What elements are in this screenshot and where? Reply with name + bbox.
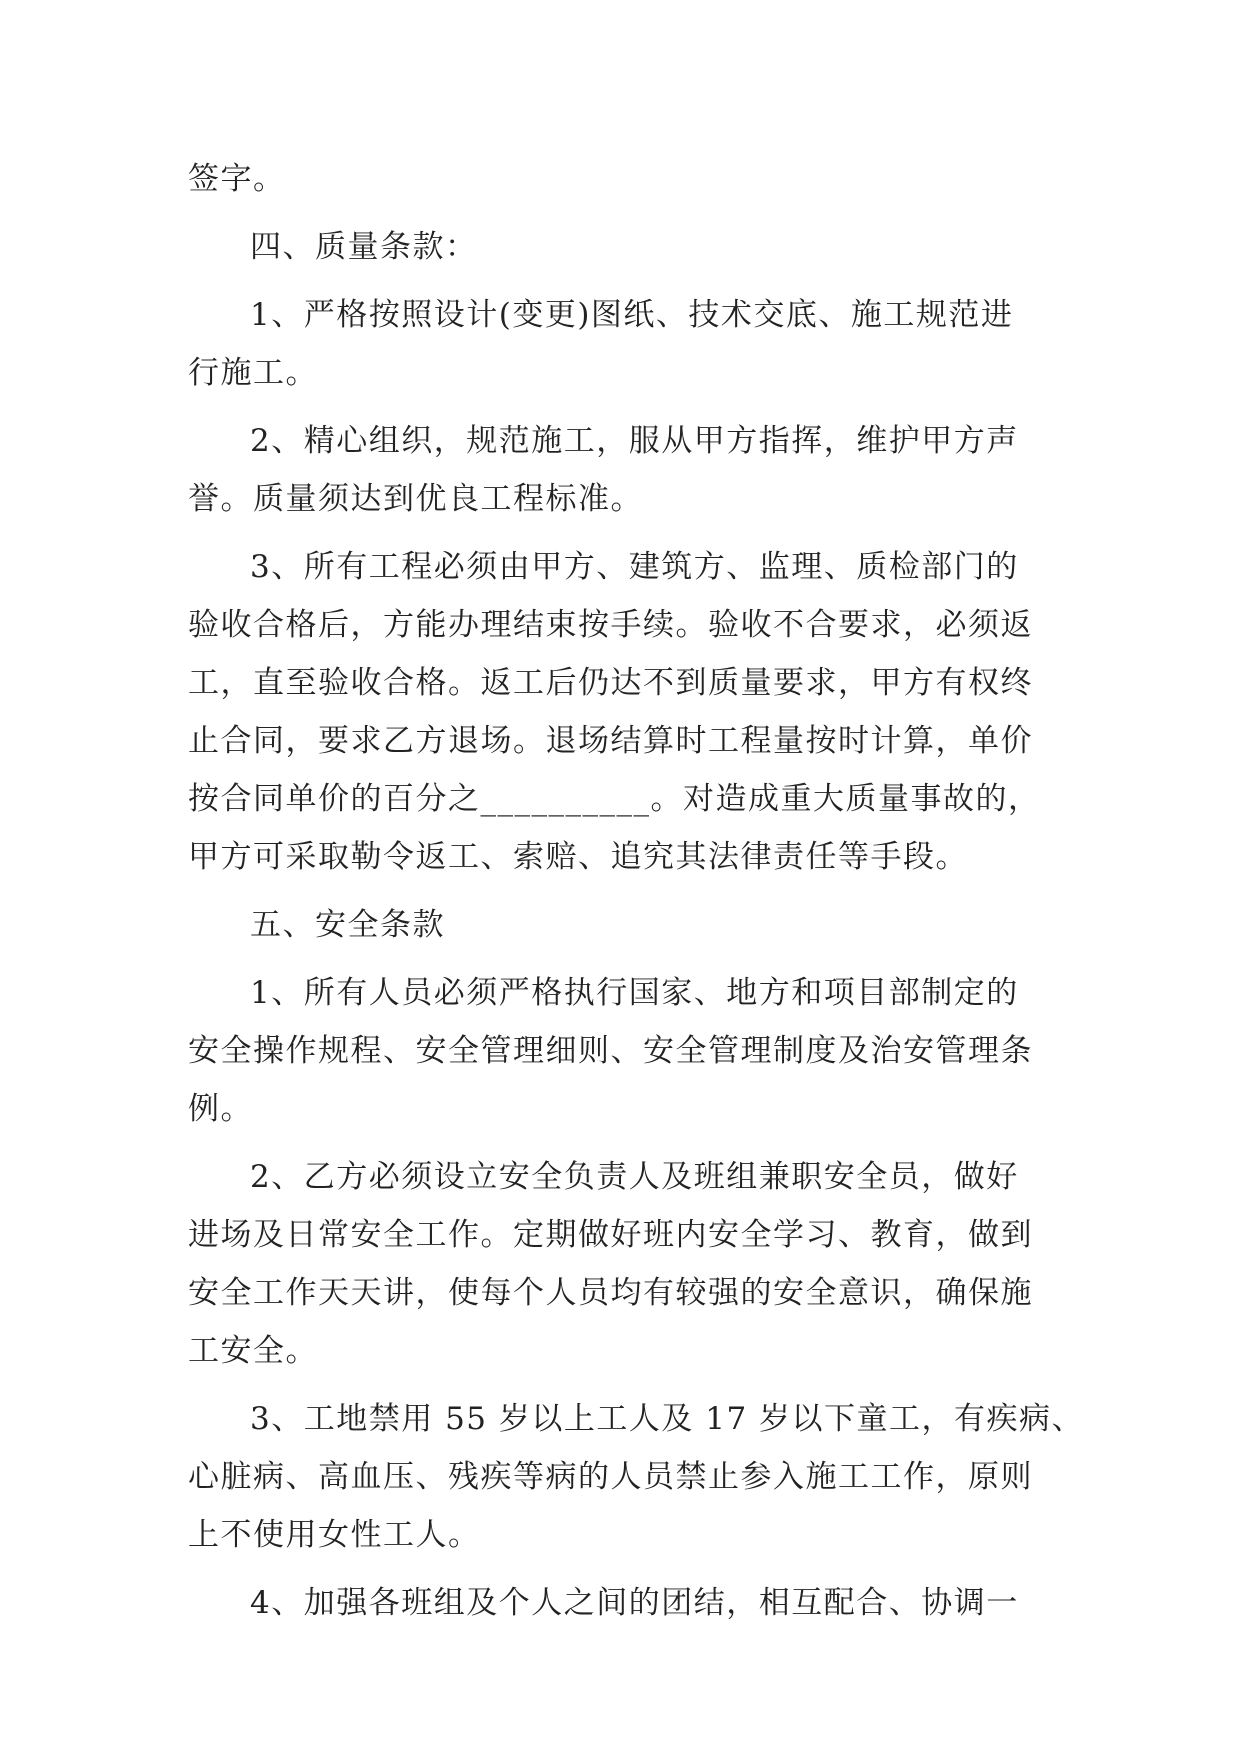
text-line: 进场及日常安全工作。定期做好班内安全学习、教育，做到 xyxy=(188,1217,1033,1253)
text-line: 止合同，要求乙方退场。退场结算时工程量按时计算，单价 xyxy=(188,723,1033,759)
text-line: 3、工地禁用 55 岁以上工人及 17 岁以下童工，有疾病、 xyxy=(250,1401,1085,1437)
text-line: 2、精心组织，规范施工，服从甲方指挥，维护甲方声 xyxy=(250,423,1019,459)
paragraph-gap xyxy=(188,1138,1058,1148)
text-line: 甲方可采取勒令返工、索赔、追究其法律责任等手段。 xyxy=(188,839,968,875)
text-line: 4、加强各班组及个人之间的团结，相互配合、协调一 xyxy=(250,1585,1019,1621)
text-line: 工，直至验收合格。返工后仍达不到质量要求，甲方有权终 xyxy=(188,665,1033,701)
text-line: 1、严格按照设计(变更)图纸、技术交底、施工规范进 xyxy=(250,297,1014,333)
section-heading: 四、质量条款： xyxy=(250,229,478,265)
paragraph-gap xyxy=(188,1564,1058,1574)
paragraph-gap xyxy=(188,208,1058,218)
text-line: 行施工。 xyxy=(188,355,318,391)
text-line: 上不使用女性工人。 xyxy=(188,1517,481,1553)
text-line: 3、所有工程必须由甲方、建筑方、监理、质检部门的 xyxy=(250,549,1019,585)
text-line: 安全工作天天讲，使每个人员均有较强的安全意识，确保施 xyxy=(188,1275,1033,1311)
text-line: 安全操作规程、安全管理细则、安全管理制度及治安管理条 xyxy=(188,1033,1033,1069)
paragraph-gap xyxy=(188,1380,1058,1390)
paragraph-gap xyxy=(188,402,1058,412)
text-line: 例。 xyxy=(188,1091,253,1127)
paragraph-gap xyxy=(188,276,1058,286)
paragraph-gap xyxy=(188,954,1058,964)
text-line: 工安全。 xyxy=(188,1333,318,1369)
paragraph-gap xyxy=(188,886,1058,896)
text-line: 心脏病、高血压、残疾等病的人员禁止参入施工工作，原则 xyxy=(188,1459,1033,1495)
text-line: 签字。 xyxy=(188,161,286,197)
text-line: 验收合格后，方能办理结束按手续。验收不合要求，必须返 xyxy=(188,607,1033,643)
text-line: 誉。质量须达到优良工程标准。 xyxy=(188,481,643,517)
text-line: 1、所有人员必须严格执行国家、地方和项目部制定的 xyxy=(250,975,1019,1011)
document-body xyxy=(188,150,1085,1632)
text-line: 2、乙方必须设立安全负责人及班组兼职安全员，做好 xyxy=(250,1159,1019,1195)
text-line: 按合同单价的百分之__________。对造成重大质量事故的， xyxy=(188,781,1041,817)
paragraph-gap xyxy=(188,528,1058,538)
section-heading: 五、安全条款 xyxy=(250,907,445,943)
